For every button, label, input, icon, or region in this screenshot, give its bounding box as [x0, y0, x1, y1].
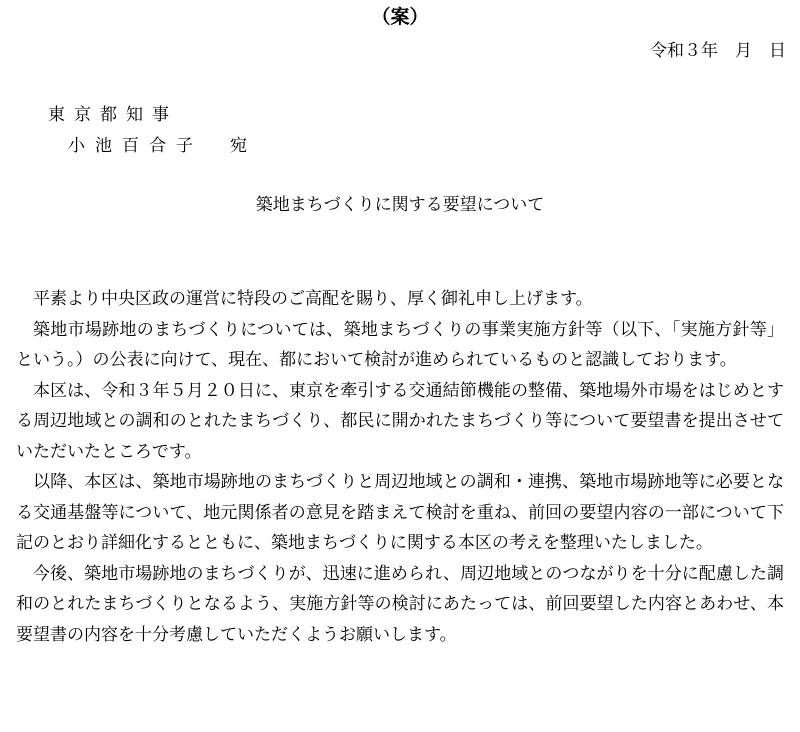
- paragraph-3: 本区は、令和３年５月２０日に、東京を牽引する交通結節機能の整備、築地場外市場をはじめとする周辺地域との調和のとれたまちづくり、都民に開かれたまちづくり等について要望書を提出させていただいたところです。: [16, 380, 784, 462]
- date-line: 令和３年 月 日: [650, 41, 786, 61]
- subject-line: 築地まちづくりに関する要望について: [255, 195, 545, 215]
- addressee-name: 小池百合子 宛: [68, 136, 257, 156]
- paragraph-4: 以降、本区は、築地市場跡地のまちづくりと周辺地域との調和・連携、築地市場跡地等に必要となる交通基盤等について、地元関係者の意見を踏まえて検討を重ね、前回の要望内容の一部について下記のとおり詳細化するとともに、築地まちづくりに関する本区の考えを整理いたしました。: [16, 472, 784, 553]
- paragraph-5: 今後、築地市場跡地のまちづくりが、迅速に進められ、周辺地域とのつながりを十分に配慮した調和のとれたまちづくりとなるよう、実施方針等の検討にあたっては、前回要望した内容とあわせ、本要望書の内容を十分考慮していただくようお願いします。: [16, 563, 784, 645]
- addressee-title: 東京都知事: [48, 105, 178, 125]
- paragraph-1: 平素より中央区政の運営に特段のご高配を賜り、厚く御礼申し上げます。: [33, 289, 593, 309]
- paragraph-2: 築地市場跡地のまちづくりについては、築地まちづくりの事業実施方針等（以下、「実施方針等」という。）の公表に向けて、現在、都において検討が進められているものと認識しております。: [16, 319, 784, 370]
- body-text: [16, 284, 784, 650]
- draft-label: （案）: [371, 6, 429, 28]
